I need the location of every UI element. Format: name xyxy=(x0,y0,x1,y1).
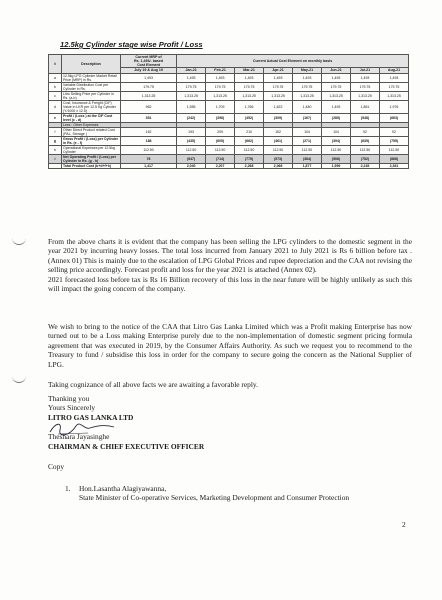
closing-thanks: Thanking you xyxy=(48,394,90,403)
section-heading: 12.5kg Cylinder stage wise Profit / Loss xyxy=(60,40,203,49)
month-value-cell: 1,313.25 xyxy=(206,91,235,100)
copy-item-number: 1. xyxy=(65,484,71,493)
month-value-cell: 2,040 xyxy=(177,163,206,168)
month-value-cell: (452) xyxy=(235,113,264,122)
col-header-month: Jun-21 xyxy=(322,68,351,73)
month-value-cell: (461) xyxy=(264,136,293,145)
col-header-month: Jul-21 xyxy=(351,68,380,73)
page-number: 2 xyxy=(402,520,406,529)
month-value-cell: 1,313.25 xyxy=(379,91,408,100)
month-value-cell: 1,976 xyxy=(379,100,408,113)
month-value-cell: (167) xyxy=(293,113,322,122)
month-value-cell: (309) xyxy=(264,113,293,122)
row-description-cell: 12.5kg LPG Cylinder Market Retail Price (MRP) in Rs. xyxy=(62,73,121,82)
month-value-cell: 112.50 xyxy=(235,145,264,154)
month-value-cell: 1,493 xyxy=(351,73,380,82)
month-value-cell: 1,313.25 xyxy=(177,91,206,100)
cost-table xyxy=(48,54,409,169)
month-value-cell: (639) xyxy=(351,136,380,145)
paragraph-request: We wish to bring to the notice of the CAA that Litro Gas Lanka Limited which was a Profit making Enterprise has now turned out to be a Loss making Enterprise purely due to the non-implementation of domestic segment pricing formula agreement that was executed in 2019, by the Consumer Affairs Authority. As such we request you to recommend to the Treasury to fund / subsidise this loss in order for the company to secure going the concern as the National Supplier of LPG. xyxy=(48,322,412,369)
col-header-mrp-period: July 19 & Aug 19 xyxy=(121,68,177,73)
mrp-value-cell: 1,493 xyxy=(121,73,177,82)
mrp-value-cell: 188 xyxy=(121,136,177,145)
month-value-cell: (271) xyxy=(293,136,322,145)
month-value-cell: 2,207 xyxy=(206,163,235,168)
month-value-cell: (755) xyxy=(379,136,408,145)
copy-list xyxy=(65,484,410,503)
month-value-cell: (714) xyxy=(206,154,235,163)
month-value-cell: 1,313.25 xyxy=(235,91,264,100)
mrp-value-cell: 1,417 xyxy=(121,163,177,168)
month-value-cell: 112.50 xyxy=(351,145,380,154)
col-header-month: Mar-21 xyxy=(235,68,264,73)
month-value-cell: (435) xyxy=(177,136,206,145)
table-row xyxy=(49,113,409,122)
row-description-cell: Gross Profit / (Loss) per Cylinder in Rs. (e - f) xyxy=(62,136,121,145)
month-value-cell: 1,493 xyxy=(206,73,235,82)
month-value-cell: 1,313.25 xyxy=(351,91,380,100)
month-value-cell: 1,313.25 xyxy=(264,91,293,100)
mrp-value-cell: 179.75 xyxy=(121,82,177,91)
month-value-cell: 1,766 xyxy=(235,100,264,113)
month-value-cell: 179.75 xyxy=(206,82,235,91)
punch-hole-mark xyxy=(12,236,26,245)
month-value-cell: 112.50 xyxy=(379,145,408,154)
month-value-cell: 1,622 xyxy=(264,100,293,113)
row-index-cell: b xyxy=(49,82,62,91)
month-value-cell: 152 xyxy=(264,127,293,136)
table-row xyxy=(49,127,409,136)
month-value-cell: 2,245 xyxy=(351,163,380,168)
month-value-cell: 1,493 xyxy=(322,100,351,113)
row-description-cell: Other Direct Product related Cost (PAL, Storage ) xyxy=(62,127,121,136)
punch-hole-mark xyxy=(12,374,26,383)
row-description-cell: Variable Distribution Cost per Cylinder in Rs. xyxy=(62,82,121,91)
month-value-cell: (548) xyxy=(351,113,380,122)
month-value-cell: 1,493 xyxy=(177,73,206,82)
row-description-cell: Less : Other Expenses xyxy=(62,122,121,127)
month-value-cell: 179.75 xyxy=(264,82,293,91)
month-value-cell: 112.50 xyxy=(264,145,293,154)
table-row xyxy=(49,154,409,163)
mrp-value-cell: 351 xyxy=(121,113,177,122)
month-value-cell: 2,268 xyxy=(235,163,264,168)
month-value-cell: 112.50 xyxy=(293,145,322,154)
month-value-cell: 179.75 xyxy=(235,82,264,91)
copy-item-recipient: Hon.Lasantha Alagiyawanna, xyxy=(79,484,167,493)
mrp-value-cell: 76 xyxy=(121,154,177,163)
month-value-cell: 1,493 xyxy=(293,73,322,82)
row-index-cell: g xyxy=(49,136,62,145)
col-header-month: Feb-21 xyxy=(206,68,235,73)
mrp-value-cell: 112.50 xyxy=(121,145,177,154)
month-value-cell: 112.50 xyxy=(206,145,235,154)
month-value-cell: (663) xyxy=(379,113,408,122)
row-index-cell: i xyxy=(49,154,62,163)
row-description-cell: Profit / (Loss ) at the CIF Cost level (c - d) xyxy=(62,113,121,122)
month-value-cell: 1,861 xyxy=(351,100,380,113)
month-value-cell: 2,361 xyxy=(379,163,408,168)
table-row xyxy=(49,100,409,113)
row-description-cell: Litro Selling Price per Cylinder in Rs. (a-b) xyxy=(62,91,121,100)
month-value-cell: 179.75 xyxy=(177,82,206,91)
month-value-cell: 92 xyxy=(351,127,380,136)
row-index-cell: e xyxy=(49,113,62,122)
closing-company: LITRO GAS LANKA LTD xyxy=(48,412,134,422)
month-value-cell: (775) xyxy=(235,154,264,163)
month-value-cell: (662) xyxy=(235,136,264,145)
month-value-cell: 1,555 xyxy=(177,100,206,113)
month-value-cell: (396) xyxy=(206,113,235,122)
month-value-cell: 210 xyxy=(235,127,264,136)
mrp-value-cell: 162 xyxy=(121,127,177,136)
signatory-name: Theshara Jayasinghe xyxy=(48,432,110,441)
month-value-cell: 1,877 xyxy=(293,163,322,168)
col-header-no: # xyxy=(49,55,62,74)
month-value-cell: 1,313.25 xyxy=(293,91,322,100)
month-value-cell: (384) xyxy=(293,154,322,163)
table-row xyxy=(49,163,409,168)
month-value-cell: 179.75 xyxy=(351,82,380,91)
copy-list-item xyxy=(65,484,410,503)
month-value-cell: 112.50 xyxy=(177,145,206,154)
month-value-cell: (605) xyxy=(206,136,235,145)
paragraph-cognizance: Taking cognizance of all above facts we are awaiting a favorable reply. xyxy=(48,380,258,389)
month-value-cell: 1,493 xyxy=(379,73,408,82)
month-value-cell: (285) xyxy=(322,113,351,122)
month-value-cell: (242) xyxy=(177,113,206,122)
paragraph-losses: From the above charts it is evident that the company has been selling the LPG cylinders to the domestic segment in the year 2021 by incurring heavy losses. The total loss incurred from January 2021 to July 2021 is Rs 6 billion before tax . (Annex 01) This is mainly due to the escalation of LPG Global Prices and rupee depreciation and the CAA not revising the selling price accordingly. Forecast profit and loss for the year 2021 is attached (Annex 02). 2021 forecasted loss before tax is Rs 16 Billion recovery of this loss in the near future will be highly unlikely as such this will impact the going concern of the company. xyxy=(48,237,412,294)
month-value-cell: (752) xyxy=(351,154,380,163)
month-value-cell: 1,493 xyxy=(322,73,351,82)
col-header-month: Aug-21 xyxy=(379,68,408,73)
month-value-cell: 179.75 xyxy=(379,82,408,91)
row-description-cell: Total Product Cost (b+d+f+h) xyxy=(62,163,121,168)
col-header-month: May-21 xyxy=(293,68,322,73)
table-row xyxy=(49,82,409,91)
table-row xyxy=(49,145,409,154)
copy-label: Copy xyxy=(48,462,65,471)
month-value-cell: 1,709 xyxy=(206,100,235,113)
table-row xyxy=(49,91,409,100)
col-header-month: Apr-21 xyxy=(264,68,293,73)
row-index-cell: h xyxy=(49,145,62,154)
month-value-cell: 179.75 xyxy=(293,82,322,91)
month-value-cell: 193 xyxy=(177,127,206,136)
month-value-cell: (547) xyxy=(177,154,206,163)
mrp-value-cell: 1,313.25 xyxy=(121,91,177,100)
month-value-cell: 1,313.25 xyxy=(322,91,351,100)
col-header-month: Jan-21 xyxy=(177,68,206,73)
month-value-cell: 104 xyxy=(293,127,322,136)
month-value-cell: (573) xyxy=(264,154,293,163)
month-value-cell: (394) xyxy=(322,136,351,145)
mrp-value-cell: 962 xyxy=(121,100,177,113)
row-index-cell: d xyxy=(49,100,62,113)
table-row xyxy=(49,73,409,82)
row-index-cell: f xyxy=(49,127,62,136)
row-index-cell: c xyxy=(49,91,62,100)
col-header-monthly-group: Current Actual Cost Element on monthly basis xyxy=(177,55,409,68)
col-header-current-mrp: Current MRP of Rs. 1,493/- based Cost Element xyxy=(121,55,177,68)
month-value-cell: 92 xyxy=(379,127,408,136)
signatory-title: CHAIRMAN & CHIEF EXECUTIVE OFFICER xyxy=(48,442,205,451)
month-value-cell: (506) xyxy=(322,154,351,163)
month-value-cell: (868) xyxy=(379,154,408,163)
col-header-description: Description xyxy=(62,55,121,74)
month-value-cell: 1,999 xyxy=(322,163,351,168)
month-value-cell: 1,480 xyxy=(293,100,322,113)
row-description-cell: Operational Expenses per 12.5kg Cylinder xyxy=(62,145,121,154)
closing-yours: Yours Sincerely xyxy=(48,403,96,413)
month-value-cell: 1,493 xyxy=(235,73,264,82)
month-value-cell: 2,066 xyxy=(264,163,293,168)
row-index-cell: a xyxy=(49,73,62,82)
copy-item-position: State Minister of Co-operative Services, Marketing Development and Consumer Protection xyxy=(79,493,350,503)
row-description-cell: Net Operating Profit / (Loss) per Cylinder in Rs. (g - h) xyxy=(62,154,121,163)
table-row xyxy=(49,136,409,145)
month-value-cell: 112.50 xyxy=(322,145,351,154)
month-value-cell: 179.75 xyxy=(322,82,351,91)
month-value-cell: 1,493 xyxy=(264,73,293,82)
row-index-cell xyxy=(49,163,62,168)
row-description-cell: Cost, Insurance & Freight (CIF) Value in LKR per 12.5 Kg Cylinder (Y/1000 x 12.5) xyxy=(62,100,121,113)
month-value-cell: 104 xyxy=(322,127,351,136)
month-value-cell: 209 xyxy=(206,127,235,136)
